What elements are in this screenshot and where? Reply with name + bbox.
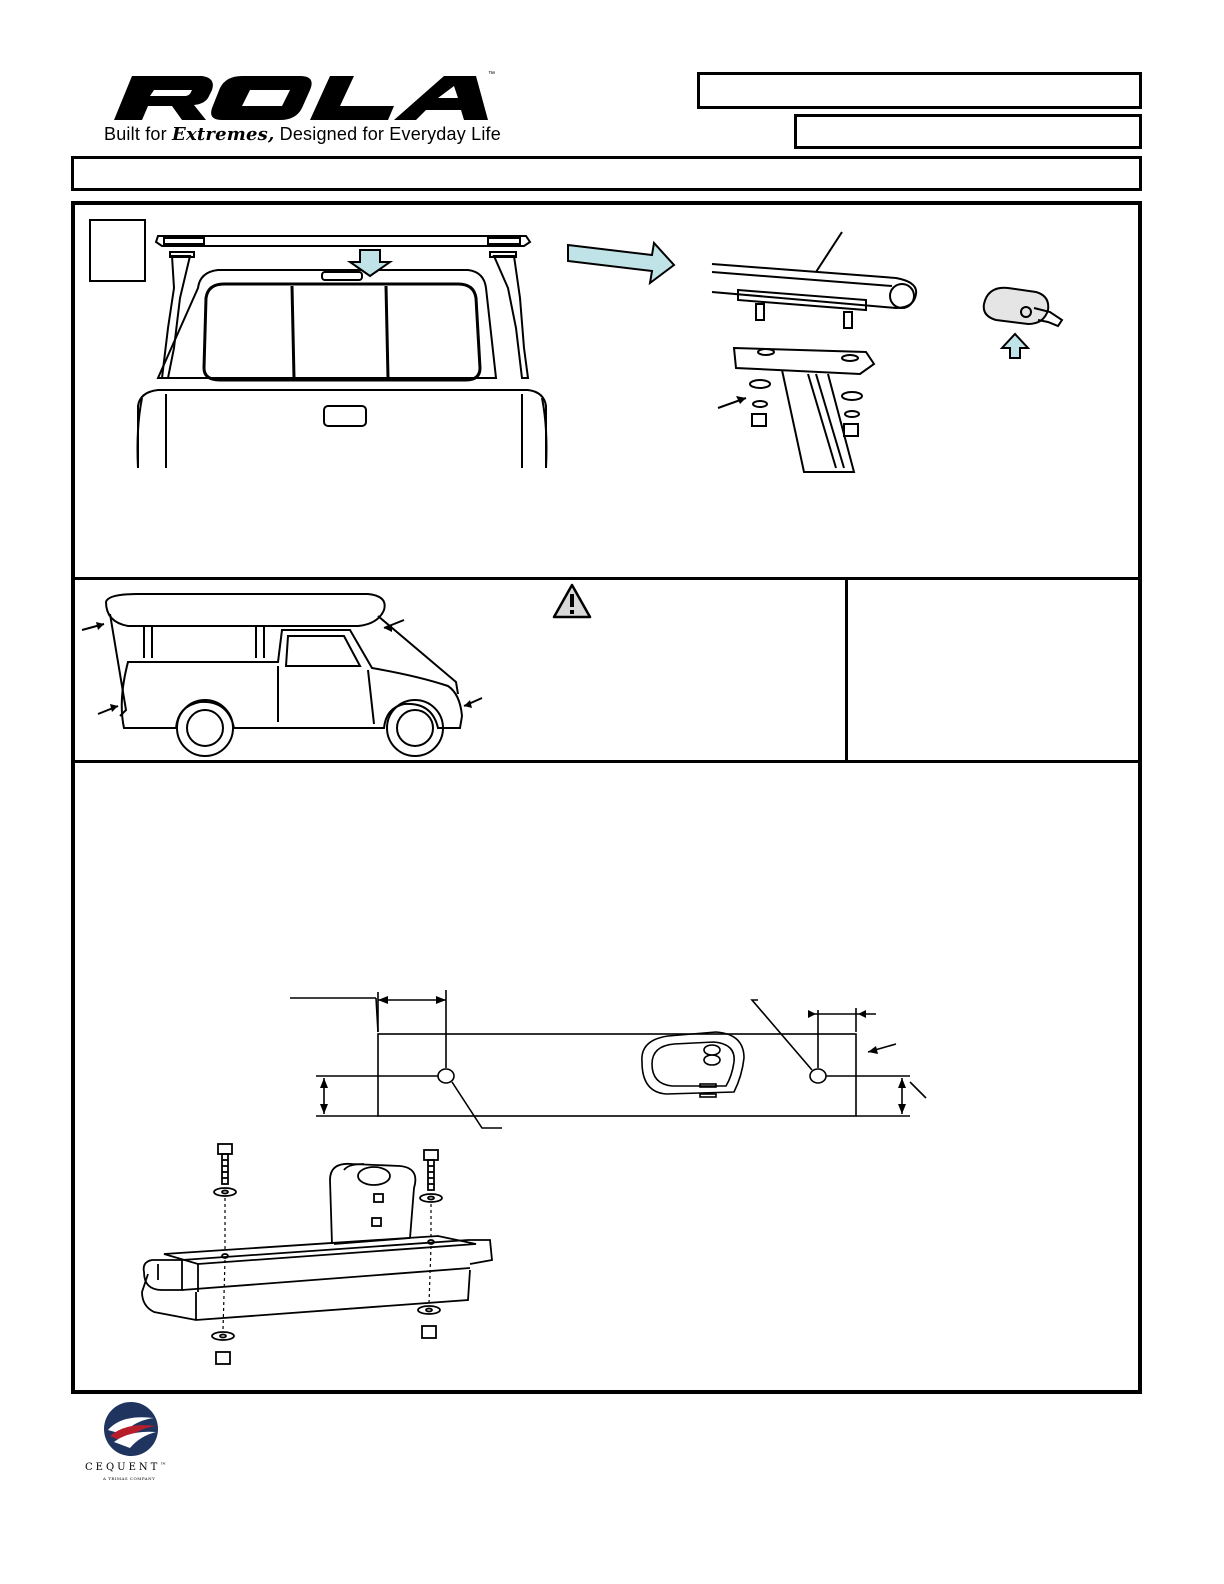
tagline-suffix: Designed for Everyday Life xyxy=(274,124,501,144)
cequent-globe-logo-icon xyxy=(102,1400,160,1458)
divider-2 xyxy=(71,760,1142,763)
rola-logo xyxy=(104,70,494,126)
warning-triangle-icon xyxy=(552,583,592,619)
drilling-template-diagram xyxy=(286,988,946,1136)
truck-rear-rack-illustration xyxy=(128,228,558,470)
cequent-name: CEQUENT xyxy=(85,1462,161,1473)
divider-vertical xyxy=(845,579,848,762)
cequent-subtitle: A TRIMAS COMPANY xyxy=(103,1476,156,1481)
tagline-script: Extremes, xyxy=(172,124,275,145)
header-part-number-box xyxy=(794,114,1142,149)
crossbar-mount-detail xyxy=(696,228,936,478)
cequent-wordmark xyxy=(85,1462,166,1473)
trademark-mark: ™ xyxy=(488,71,495,78)
right-arrow-icon xyxy=(566,239,676,285)
brand-tagline xyxy=(104,124,501,145)
end-cap-detail xyxy=(978,280,1078,366)
header-subtitle-box xyxy=(71,156,1142,191)
tagline-prefix: Built for xyxy=(104,124,173,144)
mount-assembly-exploded-view xyxy=(138,1140,500,1372)
divider-1 xyxy=(71,577,1142,580)
cequent-trademark: ™ xyxy=(160,1462,167,1469)
truck-side-tiedown-illustration xyxy=(78,590,498,755)
header-title-box xyxy=(697,72,1142,109)
